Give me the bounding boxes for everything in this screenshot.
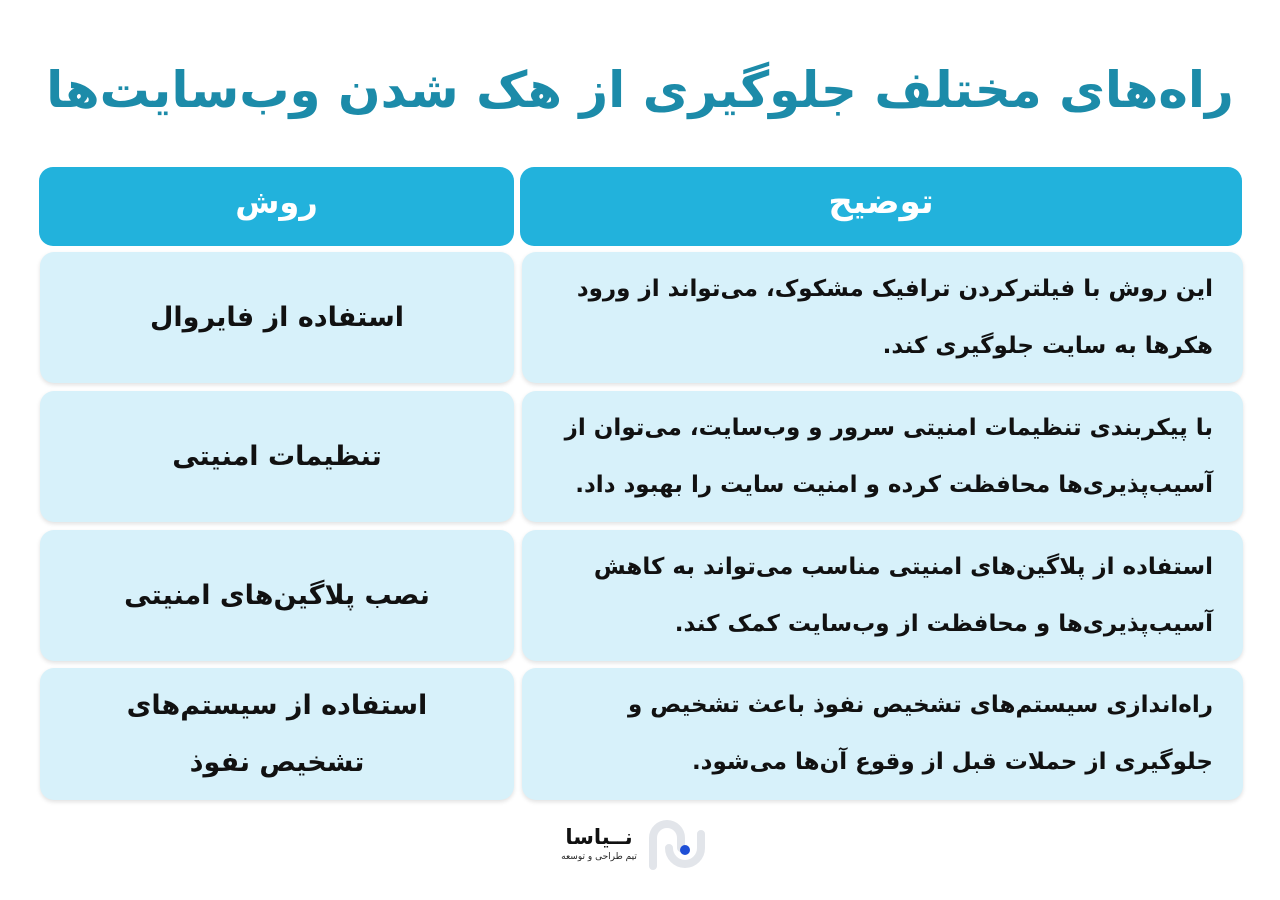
table-row-2-description (522, 391, 1243, 522)
method-text: استفاده از سیستم‌های تشخیص نفوذ (126, 690, 428, 778)
brand-tagline: تیم طراحی و توسعه (561, 852, 637, 862)
table-row-3-description (522, 530, 1243, 661)
brand-mark-icon (647, 818, 711, 874)
header-description (520, 167, 1242, 246)
method-text: نصب پلاگین‌های امنیتی (124, 580, 430, 611)
header-method (39, 167, 514, 246)
description-text: با پیکربندی تنظیمات امنیتی سرور و وب‌سایت، می‌توان از آسیب‌پذیری‌ها محافظت کرده و امنیت سایت را بهبود داد. (564, 414, 1213, 498)
header-method-label: روش (235, 182, 318, 221)
brand-logo (555, 818, 715, 878)
table-row-4-description (522, 668, 1243, 800)
page-title: راه‌های مختلف جلوگیری از هک شدن وب‌سایت‌ها (46, 61, 1234, 119)
method-text: استفاده از فایروال (150, 302, 405, 333)
table-row-2-method (40, 391, 514, 522)
table-row-3-method (40, 530, 514, 661)
description-text: راه‌اندازی سیستم‌های تشخیص نفوذ باعث تشخیص و جلوگیری از حملات قبل از وقوع آن‌ها می‌شود. (627, 692, 1213, 775)
brand-name: نــیاسا (565, 825, 633, 849)
header-description-label: توضیح (828, 181, 934, 222)
table-row-1-description (522, 252, 1243, 383)
description-text: این روش با فیلترکردن ترافیک مشکوک، می‌تواند از ورود هکرها به سایت جلوگیری کند. (576, 275, 1213, 359)
description-text: استفاده از پلاگین‌های امنیتی مناسب می‌تواند به کاهش آسیب‌پذیری‌ها و محافظت از وب‌سایت کمک کند. (593, 553, 1213, 637)
table-row-1-method (40, 252, 514, 383)
table-row-4-method (40, 668, 514, 800)
method-text: تنظیمات امنیتی (172, 441, 382, 472)
